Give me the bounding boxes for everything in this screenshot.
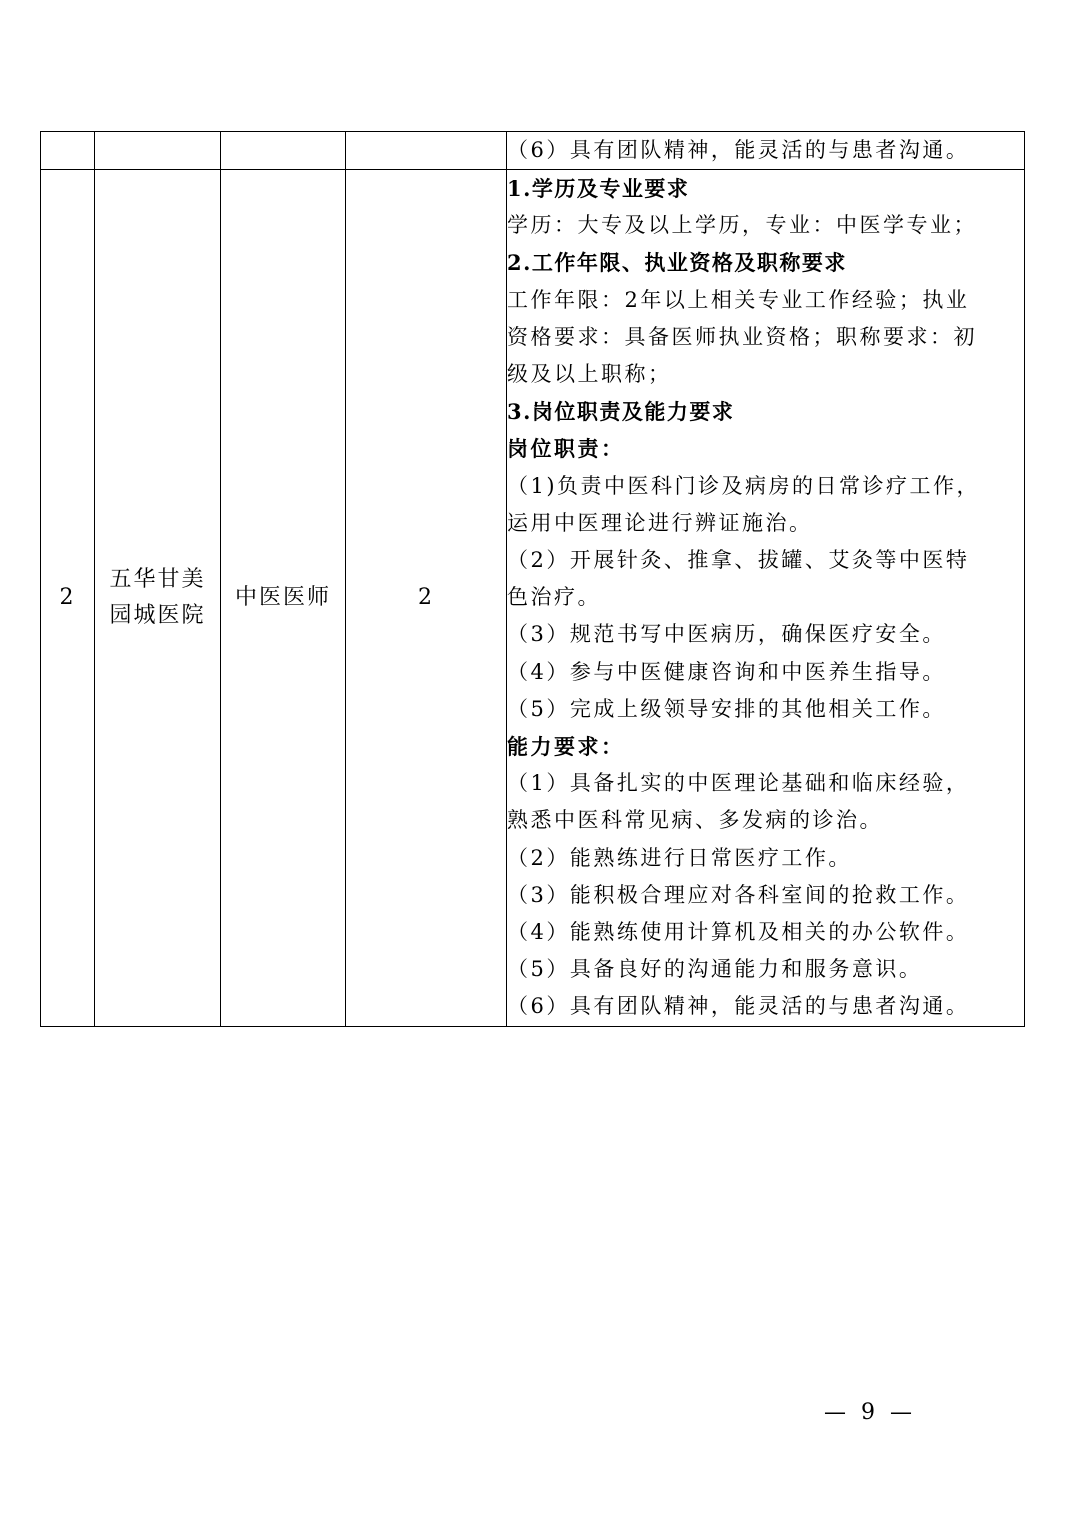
subsection-title: 岗位职责：: [507, 436, 625, 462]
page-number: — 9 —: [824, 1400, 916, 1425]
cell-hospital-empty: [95, 132, 221, 170]
requirement-line: （2）能熟练进行日常医疗工作。: [507, 845, 852, 870]
cell-index: 2: [41, 170, 95, 1027]
requirement-line: （4）参与中医健康咨询和中医养生指导。: [507, 659, 946, 684]
cell-position-empty: [221, 132, 346, 170]
requirement-line: 资格要求：具备医师执业资格；职称要求：初: [507, 324, 977, 349]
table-row: [41, 170, 1025, 1027]
requirement-line: （4）能熟练使用计算机及相关的办公软件。: [507, 920, 970, 945]
requirement-line: 熟悉中医科常见病、多发病的诊治。: [507, 808, 883, 833]
subsection-title: 能力要求：: [507, 734, 625, 760]
cell-count: 2: [346, 170, 507, 1027]
requirement-line: 学历：大专及以上学历，专业：中医学专业；: [507, 213, 977, 238]
requirement-line: 色治疗。: [507, 585, 601, 610]
requirement-line: 级及以上职称；: [507, 362, 672, 387]
section-title: 3.岗位职责及能力要求: [507, 399, 735, 425]
requirement-line: 运用中医理论进行辨证施治。: [507, 510, 813, 535]
cell-count-empty: [346, 132, 507, 170]
requirement-line: （1）具备扎实的中医理论基础和临床经验，: [507, 771, 970, 796]
continued-row: [41, 132, 1025, 170]
section-title: 2.工作年限、执业资格及职称要求: [507, 250, 847, 276]
requirement-line: （1)负责中医科门诊及病房的日常诊疗工作，: [507, 473, 981, 498]
cell-index-empty: [41, 132, 95, 170]
cell-hospital: [95, 170, 221, 1027]
requirement-line: （2）开展针灸、推拿、拔罐、艾灸等中医特: [507, 548, 970, 573]
section-title: 1.学历及专业要求: [507, 176, 690, 201]
cell-requirements-continued: [507, 132, 1025, 170]
cell-position: 中医医师: [221, 170, 346, 1027]
requirement-line: 工作年限：2年以上相关专业工作经验；执业: [507, 287, 970, 312]
hospital-name-line: 五华甘美: [109, 566, 206, 592]
requirement-line: （6）具有团队精神，能灵活的与患者沟通。: [507, 138, 970, 162]
cell-requirements: [507, 170, 1025, 1027]
hospital-name-line: 园城医院: [109, 602, 206, 628]
requirement-line: （5）具备良好的沟通能力和服务意识。: [507, 957, 923, 982]
requirement-line: （3）能积极合理应对各科室间的抢救工作。: [507, 882, 970, 907]
requirement-line: （6）具有团队精神，能灵活的与患者沟通。: [507, 994, 970, 1019]
recruitment-table: [40, 131, 1025, 1027]
requirement-line: （5）完成上级领导安排的其他相关工作。: [507, 696, 946, 721]
requirement-line: （3）规范书写中医病历，确保医疗安全。: [507, 622, 946, 647]
